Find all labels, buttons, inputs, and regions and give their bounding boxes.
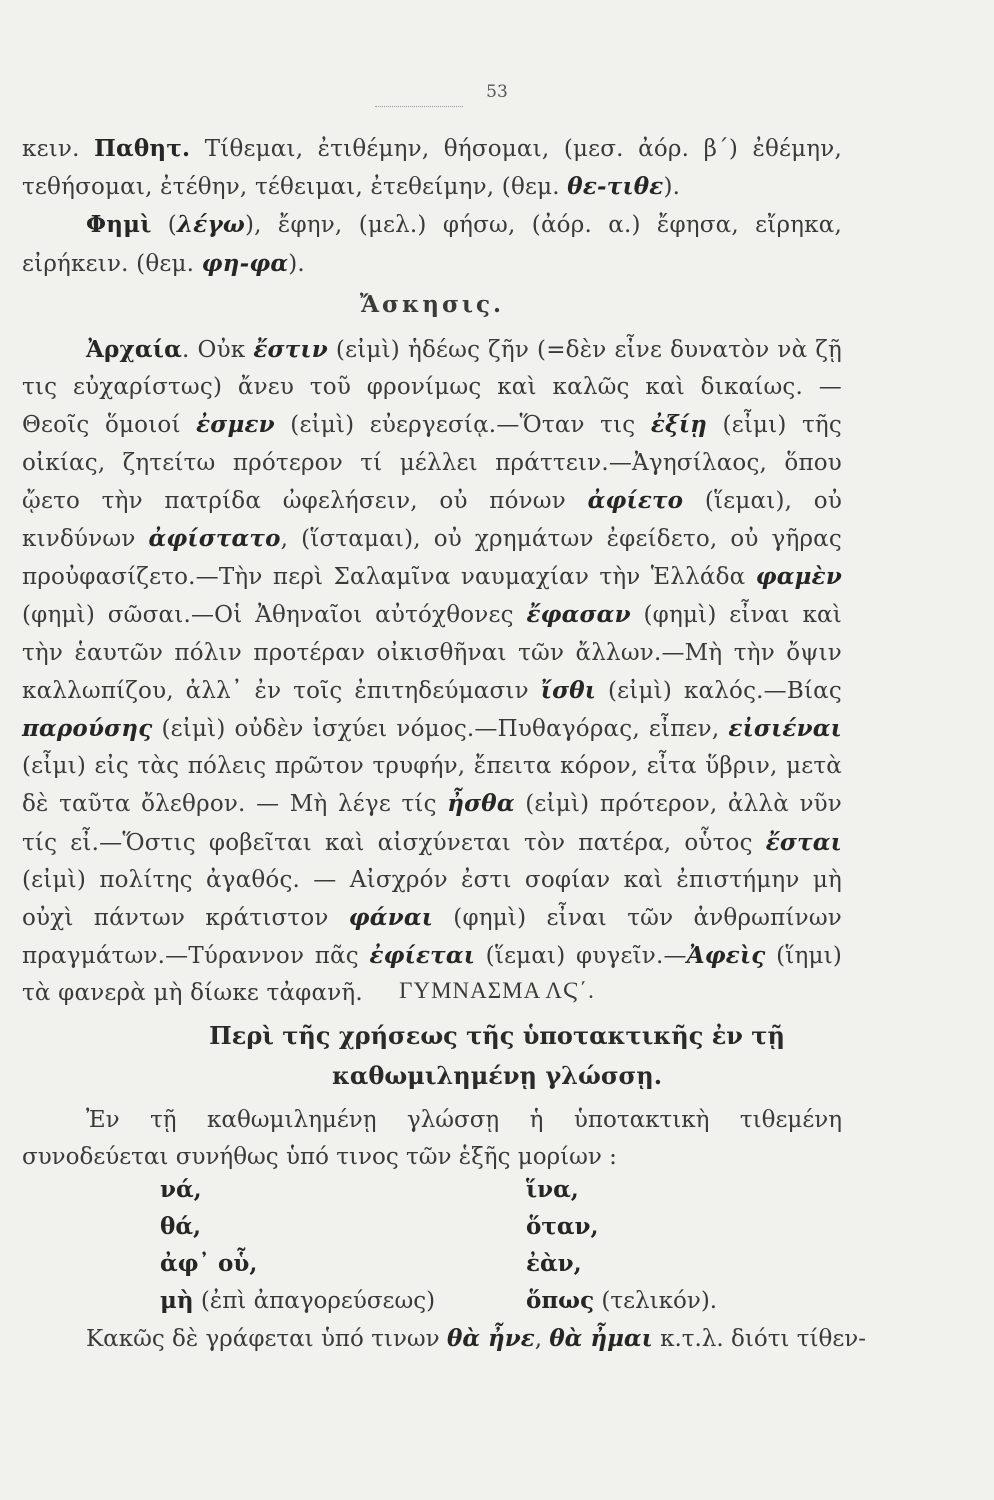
text-fragment: ( xyxy=(151,212,177,239)
text-fragment: (φημὶ) εἶναι καὶ τὴν ἑαυτῶν πόλιν προτέραν οἰκισθῆναι τῶν ἄλλων.—Μὴ τὴν ὄψιν καλλωπίζου, ἀλλ᾽ ἐν τοῖς ἐπιτηδεύμασιν xyxy=(22,602,842,704)
text-fragment: ), ἔφην, (μελ.) φήσω, (ἀόρ. α.) ἔφησα, εἴρηκα, εἰρήκειν. (θεμ. xyxy=(22,212,842,277)
text-fragment: ). xyxy=(288,250,305,277)
verb-form: ἦσθα xyxy=(447,790,515,818)
page-number: 53 xyxy=(486,82,508,102)
term-archaia: Ἀρχαία xyxy=(86,336,182,364)
particle-left xyxy=(160,1287,435,1314)
particle-left xyxy=(160,1176,202,1203)
text-fragment: (εἶμι) τῆς οἰκίας, ζητείτω πρότερον τί μέλλει πράττειν.—Ἀγησίλαος, ὅπου ᾤετο τὴν πατρίδα ὠφελήσειν, οὐ πόνων xyxy=(22,412,842,514)
particle: ἀφ᾽ οὗ, xyxy=(160,1250,258,1277)
verb-form: εἰσιέναι xyxy=(728,715,842,743)
verb-form: παρούσης xyxy=(22,715,153,743)
example-form: θὰ ἦμαι xyxy=(549,1325,653,1352)
text-fragment: (ἵεμαι) φυγεῖν.— xyxy=(475,943,687,970)
text-fragment: (φημὶ) εἶναι τῶν ἀνθρωπίνων πραγμάτων.—Τύραννον πᾶς xyxy=(22,905,842,970)
exercise-title-line-1: Περὶ τῆς χρήσεως τῆς ὑποτακτικῆς ἐν τῇ xyxy=(209,1021,785,1050)
text-fragment: . Οὐκ xyxy=(182,337,254,364)
text-fragment: κ.τ.λ. διότι τίθεν- xyxy=(652,1326,867,1352)
verb-form: ἐξίῃ xyxy=(650,411,708,439)
exercise-title-line-2: καθωμιλημένῃ γλώσσῃ. xyxy=(331,1061,663,1090)
particle-row xyxy=(160,1213,800,1250)
verb-form: ἀφίετο xyxy=(587,486,684,514)
particle-right xyxy=(526,1287,717,1314)
text-fragment: (εἰμὶ) πρότερον, ἀλλὰ νῦν τίς εἶ.—Ὅστις φοβεῖται καὶ αἰσχύνεται τὸν πατέρα, οὗτος xyxy=(22,791,842,856)
particle-note: (ἐπὶ ἀπαγορεύσεως) xyxy=(193,1288,436,1314)
paragraph-passive xyxy=(22,130,842,206)
stem: θε-τιθε xyxy=(567,173,664,201)
text-fragment: (ἵεμαι), οὐ κινδύνων xyxy=(22,487,842,553)
verb-form: φαμὲν xyxy=(755,563,842,591)
text-fragment: , xyxy=(534,1326,550,1352)
text-fragment: (εἰμὶ) εὐεργεσίᾳ.—Ὅταν τις xyxy=(274,412,651,439)
particle-right xyxy=(526,1213,598,1240)
text-fragment: Τίθεμαι, ἐτιθέμην, θήσομαι, (μεσ. ἀόρ. β΄) ἐθέμην, τεθήσομαι, ἐτέθην, τέθειμαι, ἐτεθείμην, (θεμ. xyxy=(22,136,842,201)
particle: ὅπως xyxy=(526,1287,595,1314)
particle-right xyxy=(526,1250,582,1277)
exercise-title xyxy=(100,1016,894,1096)
main-text xyxy=(22,130,842,1013)
verb-form: ἔσται xyxy=(765,828,842,856)
term-passive: Παθητ. xyxy=(94,135,191,162)
text-fragment: , (ἵσταμαι), οὐ χρημάτων ἐφείδετο, οὐ γῆρας προὐφασίζετο.—Τὴν περὶ Σαλαμῖνα ναυμαχίαν τὴν Ἑλλάδα xyxy=(22,526,842,591)
verb-form: ἔφασαν xyxy=(526,601,631,629)
header-rule xyxy=(375,106,463,107)
text-fragment: ). xyxy=(663,174,681,201)
text-fragment: (εἰμὶ) πολίτης ἀγαθός. — Αἰσχρόν ἐστι σοφίαν καὶ ἐπιστήμην μὴ οὐχὶ πάντων κράτιστον xyxy=(22,866,842,932)
paragraph-exercises xyxy=(22,331,842,1013)
text-fragment: (εἰμὶ) καλός.—Βίας xyxy=(596,677,842,704)
particle-row xyxy=(160,1176,800,1213)
section-heading-askisis: Ἄσκησις. xyxy=(359,290,505,318)
particle: νά, xyxy=(160,1176,202,1203)
particle: μὴ xyxy=(160,1287,194,1314)
particle-row xyxy=(160,1287,800,1324)
text-fragment: (εἰμὶ) ἡδέως ζῆν (=δὲν εἶνε δυνατὸν νὰ ζῇ τις εὐχαρίστως) ἄνευ τοῦ φρονίμως καὶ καλῶς καὶ δικαίως. — Θεοῖς ὅμοιοί xyxy=(22,337,842,439)
text-fragment: (εἶμι) εἰς τὰς πόλεις πρῶτον τρυφήν, ἔπειτα κόρον, εἶτα ὕβριν, μετὰ δὲ ταῦτα ὄλεθρον. — Μὴ λέγε τίς xyxy=(22,753,842,818)
particle-left xyxy=(160,1213,201,1240)
particle-left xyxy=(160,1250,257,1277)
final-line xyxy=(86,1320,867,1358)
verb-form: ἔστιν xyxy=(253,336,328,364)
verb-form: ἐφίεται xyxy=(369,942,476,970)
particle: ἐὰν, xyxy=(526,1250,582,1277)
text-fragment: (φημὶ) σῶσαι.—Οἱ Ἀθηναῖοι αὐτόχθονες xyxy=(22,602,527,629)
verb-form: φάναι xyxy=(348,904,434,932)
particle-right xyxy=(526,1176,579,1203)
verb-form: ἐσμεν xyxy=(196,411,275,439)
text-fragment: (εἰμὶ) οὐδὲν ἰσχύει νόμος.—Πυθαγόρας, εἶπεν, xyxy=(152,716,729,743)
text-fragment: κειν. xyxy=(22,136,95,162)
verb-form: ἀφίστατο xyxy=(148,525,281,553)
particles-list xyxy=(160,1176,800,1324)
intro-text xyxy=(22,1102,842,1176)
particle: ἵνα, xyxy=(526,1176,579,1203)
text-fragment: Κακῶς δὲ γράφεται ὑπό τινων xyxy=(86,1326,447,1352)
intro-paragraph: Ἐν τῇ καθωμιλημένῃ γλώσσῃ ἡ ὑποτακτικὴ τιθεμένη συνοδεύεται συνήθως ὑπό τινος τῶν ἑξῆς μορίων : xyxy=(22,1107,842,1171)
particle-note: (τελικόν). xyxy=(594,1288,718,1314)
stem: φη-φα xyxy=(201,249,289,277)
verb-form: ἴσθι xyxy=(540,676,597,704)
example-form: θὰ ἦνε xyxy=(446,1325,535,1352)
particle-row xyxy=(160,1250,800,1287)
particle: ὅταν, xyxy=(526,1213,599,1240)
text-fragment: (ἵημι) τὰ φανερὰ μὴ δίωκε τἀφανῆ. xyxy=(22,943,843,1007)
gloss: λέγω xyxy=(176,211,245,239)
particle: θά, xyxy=(160,1213,202,1240)
exercise-label: ΓΥΜΝΑΣΜΑ ΛϚ΄. xyxy=(399,978,595,1003)
paragraph-fimi xyxy=(22,206,842,282)
verb-form: Ἀφεὶς xyxy=(686,942,766,970)
term-fimi: Φημὶ xyxy=(86,211,152,239)
